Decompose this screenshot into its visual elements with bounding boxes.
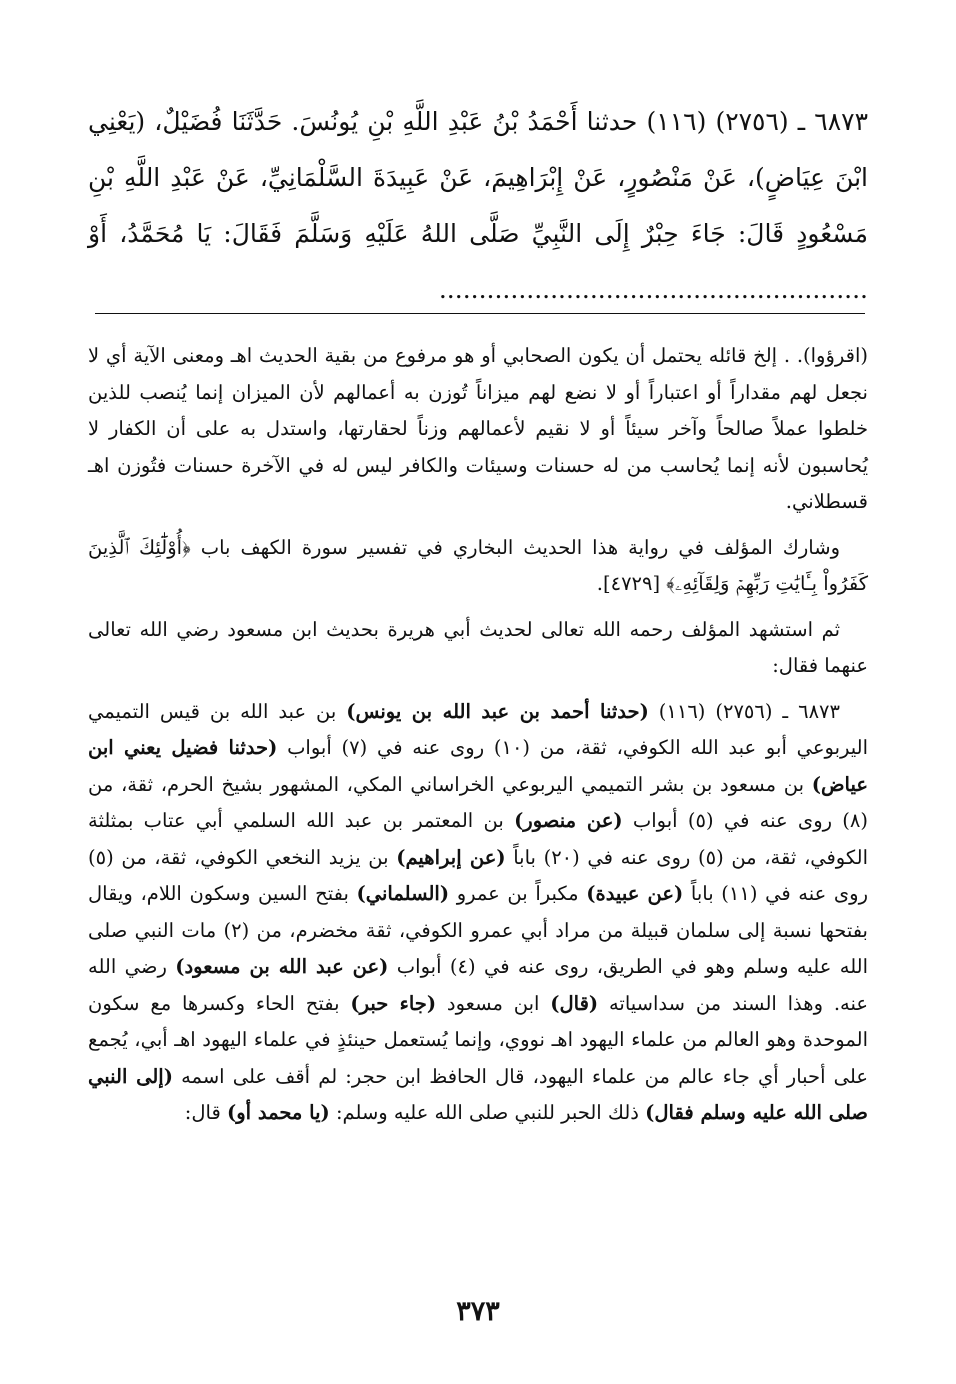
explanation-text: بن مسعود بن بشر التميمي اليربوعي الخراساني المكي، المشهور بشيخ الحرم، ثقة، من (٨) روى عنه في (٥) أبواب [88, 772, 869, 832]
explanation-text: رضي الله عنه. وهذا السند من سداسياته [88, 955, 868, 1015]
quoted-phrase: (السلماني) [356, 882, 450, 905]
commentary-paragraph-1: (اقرؤوا). . إلخ قائله يحتمل أن يكون الصحابي أو هو مرفوع من بقية الحديث اهـ ومعنى الآية أي لا نجعل لهم مقداراً أو اعتباراً أو لا نضع لهم ميزاناً تُوزن به أعمالهم لأن الميزان إنما يُنصب للذين خلطوا عملاً صالحاً وآخر سيئاً أو لا نقيم لأعمالهم وزناً لحقارتها، واستدل به على أن الكفار لا يُحاسبون لأنه إنما يُحاسب من له حسنات وسيئات والكافر ليس له في الآخرة حسنات فتُوزن اهـ قسطلاني. [88, 344, 868, 513]
explanation-text: بن يزيد النخعي الكوفي، ثقة، من (٥) روى عنه في (١١) باباً [88, 845, 868, 905]
hadith-number: ٦٨٧٣ ـ (٢٧٥٦) (١١٦) [646, 107, 868, 136]
quoted-phrase: (عن عبد الله بن مسعود) [175, 955, 389, 978]
quoted-phrase: (حدثنا أحمد بن عبد الله بن يونس) [346, 699, 649, 723]
explanation-text: بن المعتمر بن عبد الله السلمي أبي عتاب بمثلثة الكوفي، ثقة، من (٥) روى عنه في (٢٠) باباً [88, 809, 869, 869]
explanation-text: بفتح السين وسكون اللام، ويقال بفتحها نسبة إلى سلمان قبيلة من مراد أبي عمرو الكوفي، ثقة مخضرم، من (٢) مات النبي صلى الله عليه وسلم وهو في الطريق، روى عنه في (٤) أبواب [88, 882, 869, 978]
quoted-phrase: (يا محمد أو) [226, 1101, 330, 1124]
quoted-phrase: (إلى النبي صلى الله عليه وسلم فقال) [88, 1064, 868, 1124]
commentary-paragraph-3: ثم استشهد المؤلف رحمه الله تعالى لحديث أبي هريرة بحديث ابن مسعود رضي الله تعالى عنهما فقال: [88, 617, 868, 677]
hadith-text-block [88, 94, 868, 318]
quoted-phrase: (عن عبيدة) [586, 882, 684, 905]
quoted-phrase: (عن إبراهيم) [396, 845, 506, 869]
explanation-text: ذلك الحبر للنبي صلى الله عليه وسلم: [329, 1101, 646, 1124]
hadith-continuation-dots: ...................................................... [438, 275, 868, 304]
commentary-paragraph-2: وشارك المؤلف في رواية هذا الحديث البخاري في تفسير سورة الكهف باب ﴿أُوْلَٰٓئِكَ ٱلَّذِينَ كَفَرُواْ بِـَٔايَٰتِ رَبِّهِمۡ وَلِقَآئِهِۦ﴾ [٤٧٢٩]. [88, 535, 868, 595]
quoted-phrase: (قال) [550, 991, 599, 1015]
commentary-paragraph-4 [88, 694, 868, 1132]
section-divider [95, 313, 865, 314]
quoted-phrase: (حدثنا فضيل يعني ابن عياض) [88, 736, 868, 796]
commentary-block [88, 338, 868, 1141]
quoted-phrase: (عن منصور) [514, 809, 623, 832]
isnad-number: ٦٨٧٣ ـ (٢٧٥٦) (١١٦) [648, 699, 840, 723]
explanation-text: بفتح الحاء وكسرها مع سكون الموحدة وهو العالم من علماء اليهود اهـ نووي، وإنما يُستعمل حينئذٍ في علماء اليهود اهـ أبي، يُجمع على أحبار أي جاء عالم من علماء اليهود، قال الحافظ ابن حجر: لم أقف على اسمه [88, 991, 868, 1088]
explanation-text: قال: [184, 1101, 227, 1124]
explanation-text: مكبراً بن عمرو [449, 882, 587, 905]
quoted-phrase: (جاء حبر) [350, 991, 437, 1015]
page-number: ٣٧٣ [456, 1296, 500, 1327]
hadith-text: حدثنا أَحْمَدُ بْنُ عَبْدِ اللَّهِ بْنِ يُونُسَ. حَدَّثَنَا فُضَيْلٌ، (يَعْنِي ابْنَ عِيَاضٍ)، عَنْ مَنْصُورٍ، عَنْ إِبْرَاهِيمَ، عَنْ عَبِيدَةَ السَّلْمَانِيِّ، عَنْ عَبْدِ اللَّهِ بْنِ مَسْعُودٍ قَالَ: جَاءَ حِبْرٌ إِلَى النَّبِيِّ صَلَّى اللهُ عَلَيْهِ وَسَلَّمَ فَقَالَ: يَا مُحَمَّدُ، أَوْ [88, 107, 869, 248]
explanation-text: بن عبد الله بن قيس التميمي اليربوعي أبو عبد الله الكوفي، ثقة، من (١٠) روى عنه في (٧) أبواب [88, 699, 868, 759]
explanation-text: ابن مسعود [436, 991, 551, 1015]
